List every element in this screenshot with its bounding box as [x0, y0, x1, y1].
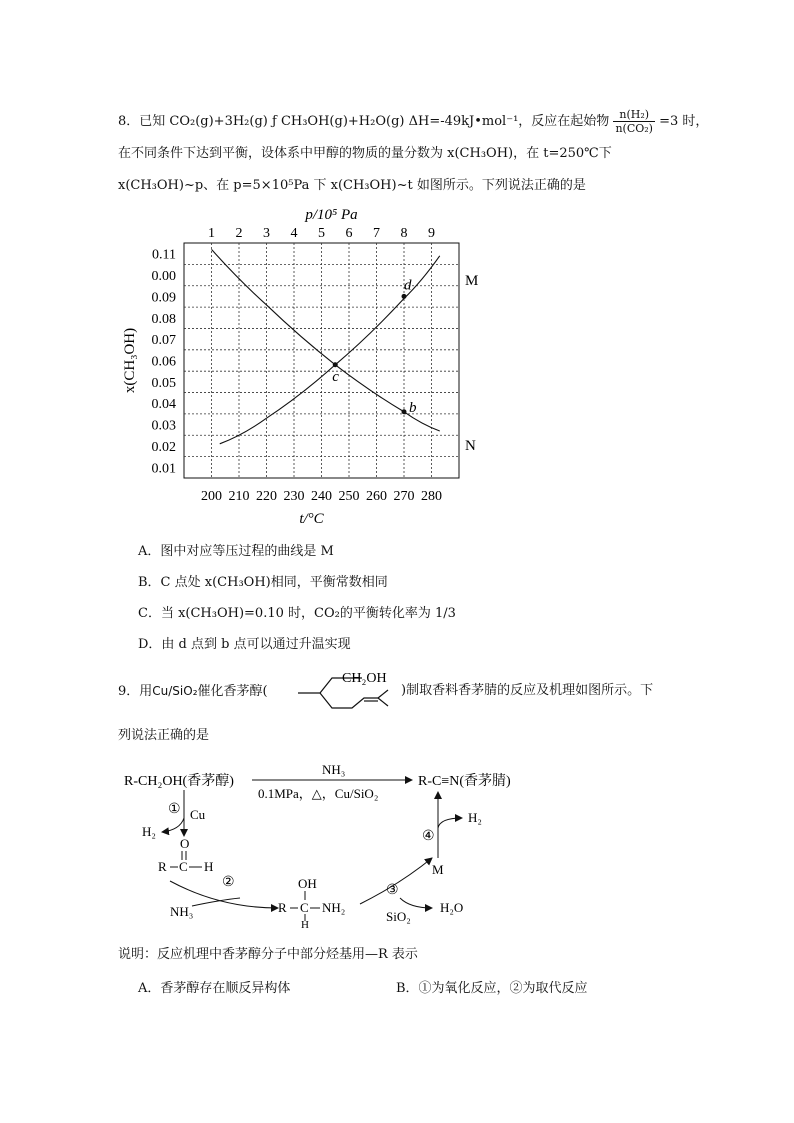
q8-line1-text-b: =3 时， — [659, 114, 709, 129]
q9-number: 9．用 — [118, 684, 153, 699]
intermediate-c: C — [300, 900, 309, 915]
q9-note: 说明：反应机理中香茅醇分子中部分烃基用—R 表示 — [118, 947, 418, 962]
y-tick-label: 0.08 — [151, 311, 176, 327]
aldehyde-r: R — [158, 859, 167, 874]
top-tick-label: 4 — [290, 226, 298, 241]
intermediate-nh2: NH₂ — [322, 900, 346, 915]
q8-ratio-denominator: n(CO₂) — [615, 122, 653, 135]
step4-label: ④ — [422, 829, 435, 844]
point-c-label: c — [332, 368, 339, 385]
top-tick-label: 2 — [235, 226, 243, 241]
y-tick-label: 0.02 — [151, 439, 176, 455]
point-d — [402, 294, 407, 299]
reagent-conditions: 0.1MPa，△，Cu/SiO₂ — [258, 786, 379, 801]
top-tick-label: 7 — [373, 226, 380, 241]
x-tick-label: 230 — [283, 489, 305, 504]
h2o-label: H₂O — [440, 900, 464, 915]
q8-option-c: C．当 x(CH₃OH)=0.10 时，CO₂的平衡转化率为 1/3 — [138, 606, 456, 621]
step1-label: ① — [168, 802, 181, 817]
product-citronellonitrile: R-C≡N(香茅腈) — [418, 774, 511, 789]
q8-line3: x(CH₃OH)~p、在 p=5×10⁵Pa 下 x(CH₃OH)~t 如图所示。下列说法正确的是 — [118, 178, 586, 193]
q9-line1-c: )制取香料香茅腈的反应及机理如图所示。下 — [401, 683, 654, 698]
cu-label: Cu — [190, 807, 206, 822]
top-tick-label: 8 — [400, 226, 408, 241]
x-tick-label: 240 — [311, 489, 332, 504]
top-tick-label: 6 — [345, 226, 353, 241]
x-tick-label: 280 — [421, 489, 442, 504]
h2-release-arrow-left — [162, 818, 184, 832]
y-tick-label: 0.07 — [151, 333, 176, 349]
x-axis-label: t/°C — [299, 511, 324, 527]
sio2-label: SiO₂ — [386, 909, 411, 924]
point-d-label: d — [404, 277, 412, 294]
aldehyde-o: O — [180, 836, 190, 851]
q8-option-b: B．C 点处 x(CH₃OH)相同，平衡常数相同 — [138, 575, 388, 590]
reagent-nh3: NH₃ — [322, 762, 346, 777]
step2-label: ② — [222, 875, 235, 890]
x-tick-label: 270 — [393, 489, 415, 504]
top-tick-label: 9 — [428, 226, 435, 241]
q8-ratio-numerator: n(H₂) — [613, 108, 655, 122]
h2-left-label: H₂ — [142, 824, 156, 839]
intermediate-r: R — [278, 900, 287, 915]
point-c — [333, 362, 338, 367]
intermediate-h: H — [301, 919, 309, 928]
reaction-mechanism — [110, 758, 670, 928]
intermediate-oh: OH — [298, 876, 317, 891]
x-tick-label: 200 — [201, 489, 222, 504]
y-tick-label: 0.11 — [152, 247, 176, 263]
x-tick-label: 220 — [256, 489, 277, 504]
h2-release-arrow-right — [438, 818, 462, 828]
q8-ratio-fraction — [613, 108, 655, 135]
y-tick-label: 0.04 — [151, 397, 176, 413]
y-tick-label: 0.06 — [151, 354, 176, 370]
series-n-label: N — [465, 438, 476, 454]
y-tick-label: 0.00 — [151, 269, 176, 285]
h2-right-label: H₂ — [468, 810, 482, 825]
nh3-reagent: NH₃ — [170, 904, 194, 919]
q9-line2: 列说法正确的是 — [118, 728, 210, 743]
reactant-citronellol: R-CH₂OH(香茅醇) — [124, 774, 234, 789]
top-tick-label: 3 — [263, 226, 270, 241]
y-tick-label: 0.09 — [151, 290, 176, 306]
top-tick-label: 5 — [318, 226, 325, 241]
citronellol-structure — [292, 668, 412, 718]
y-tick-label: 0.03 — [151, 418, 176, 434]
q9-option-a: A．香茅醇存在顺反异构体 — [138, 981, 291, 996]
q8-option-a: A．图中对应等压过程的曲线是 M — [138, 544, 334, 559]
q9-text-b: 催化香茅醇( — [197, 684, 268, 699]
x-tick-label: 260 — [366, 489, 387, 504]
step3-label: ③ — [386, 883, 399, 898]
x-tick-label: 250 — [338, 489, 360, 504]
top-axis-label: p/10⁵ Pa — [305, 207, 358, 223]
point-b — [402, 409, 407, 414]
series-m-label: M — [465, 273, 479, 289]
q9-option-b: B．①为氧化反应，②为取代反应 — [396, 981, 588, 996]
citronellol-ch2oh-label: CH₂OH — [342, 671, 387, 686]
y-tick-label: 0.01 — [151, 461, 176, 477]
x-tick-label: 210 — [228, 489, 250, 504]
q8-line1 — [118, 108, 708, 135]
aldehyde-c: C — [179, 859, 188, 874]
q8-line2: 在不同条件下达到平衡，设体系中甲醇的物质的量分数为 x(CH₃OH)，在 t=250℃下 — [118, 146, 612, 161]
q8-line1-text-a: 8．已知 CO₂(g)+3H₂(g) ƒ CH₃OH(g)+H₂O(g) ΔH=-49kJ•mol⁻¹，反应在起始物 — [118, 114, 610, 129]
aldehyde-h: H — [204, 859, 214, 874]
q9-catalyst: Cu/SiO₂ — [152, 684, 198, 698]
y-axis-label: x(CH₃OH) — [122, 327, 138, 394]
point-b-label: b — [409, 399, 417, 416]
y-tick-label: 0.05 — [151, 375, 176, 391]
top-tick-label: 1 — [208, 226, 215, 241]
q8-option-d: D．由 d 点到 b 点可以通过升温实现 — [138, 637, 351, 652]
equilibrium-chart — [0, 200, 794, 530]
h2o-release-arrow — [400, 898, 432, 908]
intermediate-m: M — [432, 862, 444, 877]
q9-line1-a — [118, 682, 268, 701]
